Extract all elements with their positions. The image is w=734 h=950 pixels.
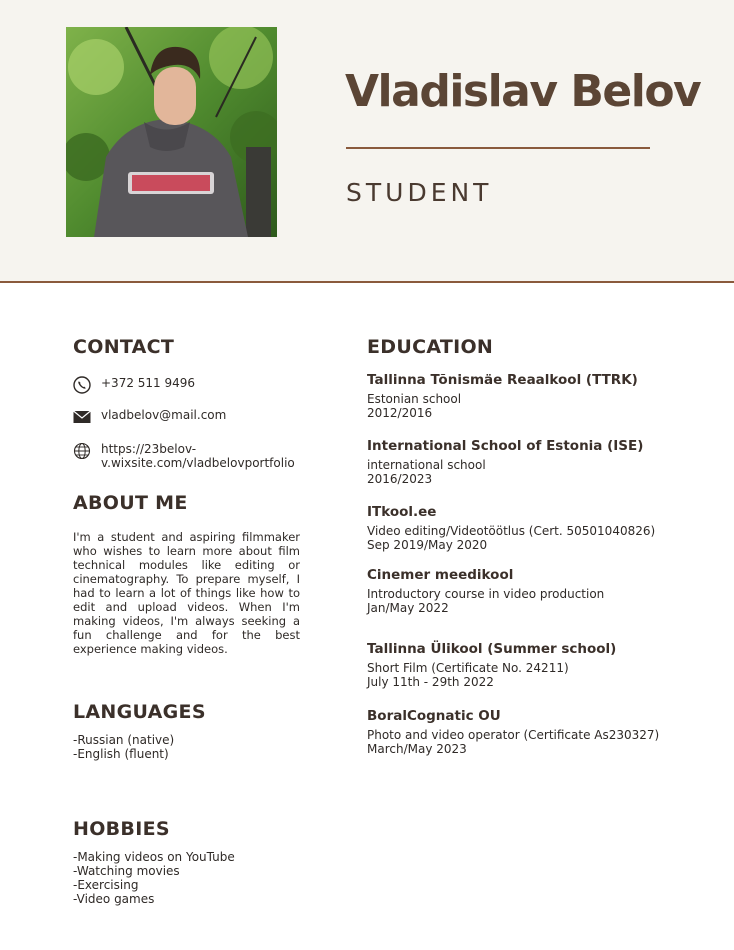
education-entry [367,372,697,420]
candidate-role: STUDENT [346,178,493,207]
contact-email [73,408,226,426]
email-address[interactable]: vladbelov@mail.com [101,408,227,422]
candidate-name: Vladislav Belov [345,66,701,117]
hobbies-heading: HOBBIES [73,818,170,840]
about-text: I'm a student and aspiring filmmaker who wishes to learn more about film technical modules like editing or cinematography. To prepare myself, I had to learn a lot of things like how to edit and upload videos. When I'm making videos, I'm always seeking a fun challenge and for the best experience making videos. [73,530,300,656]
education-school: Tallinna Tõnismäe Reaalkool (TTRK) [367,372,638,388]
website-link[interactable] [101,442,295,470]
website-line-2: v.wixsite.com/vladbelovportfolio [101,456,295,470]
languages-heading: LANGUAGES [73,701,206,723]
profile-photo [66,27,277,237]
education-dates: Sep 2019/May 2020 [367,538,488,552]
hobbies-list [73,850,235,906]
education-entry [367,567,697,615]
hobby-item: -Making videos on YouTube [73,850,235,864]
education-dates: March/May 2023 [367,742,467,756]
envelope-icon [73,408,91,426]
education-school: BoralCognatic OU [367,708,501,724]
language-item: -Russian (native) [73,733,175,747]
hobby-item: -Exercising [73,878,139,892]
education-description: international school [367,458,486,472]
education-description: Short Film (Certificate No. 24211) [367,661,569,675]
contact-heading: CONTACT [73,336,175,358]
education-dates: 2012/2016 [367,406,433,420]
name-divider [346,147,650,149]
education-dates: July 11th - 29th 2022 [367,675,494,689]
hobby-item: -Watching movies [73,864,180,878]
education-school: International School of Estonia (ISE) [367,438,644,454]
education-heading: EDUCATION [367,336,494,358]
about-heading: ABOUT ME [73,492,188,514]
education-school: Tallinna Ülikool (Summer school) [367,641,617,657]
education-school: Cinemer meedikool [367,567,514,583]
website-line-1: https://23belov- [101,442,197,456]
education-school: ITkool.ee [367,504,437,520]
education-entry [367,504,697,552]
education-description: Estonian school [367,392,462,406]
languages-list [73,733,174,761]
education-dates: Jan/May 2022 [367,601,449,615]
phone-icon [73,376,91,394]
hobby-item: -Video games [73,892,155,906]
contact-website [73,442,295,470]
profile-photo-illustration [66,27,277,237]
education-dates: 2016/2023 [367,472,433,486]
language-item: -English (fluent) [73,747,169,761]
contact-phone [73,376,195,394]
education-entry [367,641,697,689]
education-entry [367,708,697,756]
education-description: Introductory course in video production [367,587,605,601]
education-entry [367,438,697,486]
globe-icon [73,442,91,460]
education-description: Photo and video operator (Certificate As230327) [367,728,660,742]
education-description: Video editing/Videotöötlus (Cert. 50501040826) [367,524,656,538]
phone-number: +372 511 9496 [101,376,196,390]
